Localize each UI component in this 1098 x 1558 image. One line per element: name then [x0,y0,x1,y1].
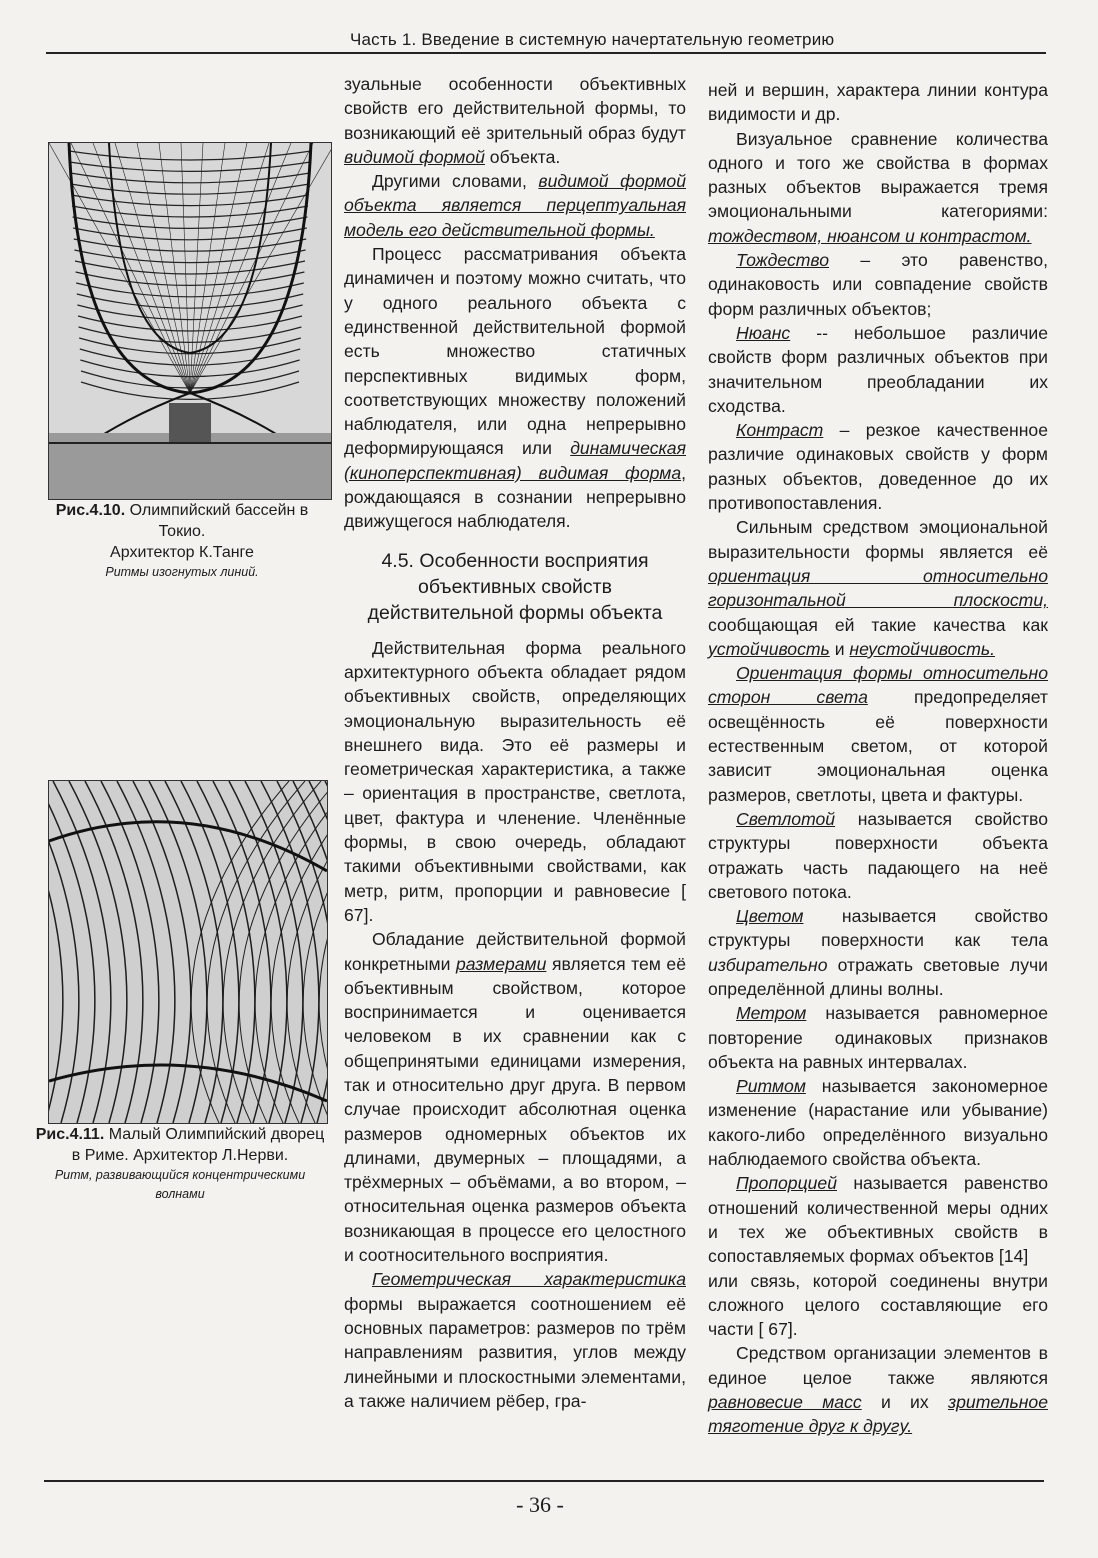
figure-olympic-pool [48,142,332,500]
olympic-pool-roof-drawing [49,143,331,499]
term-identity-nuance-contrast: тождеством, нюансом и контрастом. [708,225,1032,246]
term-visual-attraction: зрительное тяготение друг к другу. [708,1392,1048,1437]
paragraph: Действительная форма реального архитектурного объекта обладает рядом объективных свойств, определяющих эмоциональную выразительность её внешнего вида. Это её размеры и геометрическая характеристика, а также – ориентация в пространстве, светлота, цвет, фактура и членение. Членённые формы, в свою очередь, обладают такими объективными свойствами, как метр, ритм, пропорции и равновесие [ 67]. [344,637,686,925]
term-lightness: Светлотой [736,808,836,829]
figure-1-author: Архитектор К.Танге [110,544,254,561]
term-proportion: Пропорцией [736,1173,837,1194]
term-visible-form: видимой формой [344,146,485,167]
paragraph: Визуальное сравнение количества одного и того же свойства в формах разных объектов выражается тремя эмоциональными категориями: тождеством, нюансом и контрастом. [708,128,1048,246]
figure-1-subcaption: Ритмы изогнутых линий. [105,565,259,579]
figure-palazzetto [48,780,328,1124]
term-meter: Метром [736,1003,807,1024]
term-orientation-cardinal: Ориентация формы относительно сторон света [708,663,1048,708]
term-orientation-horizontal: ориентация относительно горизонтальной плоскости, [708,565,1048,611]
paragraph: Пропорцией называется равенство отношений количественной меры одних и тех же объективных свойств в сопоставляемых формах объектов [14] [708,1173,1048,1267]
section-heading: 4.5. Особенности восприятия объективных свойств действительной формы объекта [367,549,663,624]
paragraph: или связь, которой соединены внутри сложного целого составляющие его части [ 67]. [708,1270,1048,1340]
term-identity: Тождество [736,250,830,271]
paragraph: зуальные особенности объективных свойств его действительной формы, то возникающий её зрительный образ будут видимой формой объекта. [344,74,686,167]
paragraph: Нюанс -- небольшое различие свойств форм различных объектов при значительном преобладании их сходства. [708,322,1048,416]
figure-1-title: Олимпийский бассейн в Токио. [125,502,309,540]
paragraph: Метром называется равномерное повторение одинаковых признаков объекта на равных интервалах. [708,1003,1048,1072]
paragraph: ней и вершин, характера линии контура видимости и др. [708,80,1048,125]
page-number: - 36 - [516,1492,564,1517]
term-geometric-characteristic: Геометрическая характеристика [372,1269,686,1290]
paragraph: Ритмом называется закономерное изменение (нарастание или убывание) какого-либо определённого визуально наблюдаемого свойства объекта. [708,1076,1048,1170]
header-rule [46,52,1046,54]
running-header: Часть 1. Введение в системную начертательную геометрию [350,30,835,49]
term-rhythm: Ритмом [736,1076,806,1097]
paragraph: Светлотой называется свойство структуры поверхности объекта отражать часть падающего на неё светового потока. [708,808,1048,902]
paragraph: Сильным средством эмоциональной выразительности формы является её ориентация относительно горизонтальной плоскости, сообщающая ей такие качества как устойчивость и неустойчивость. [708,517,1048,659]
text-column-middle [344,72,686,1413]
term-perceptual-model: видимой формой объекта является перцептуальная модель его действительной формы. [344,171,686,240]
term-mass-balance: равновесие масс [708,1392,862,1413]
paragraph: Другими словами, видимой формой объекта является перцептуальная модель его действительной формы. [344,171,686,240]
paragraph: Процесс рассматривания объекта динамичен и поэтому можно считать, что у одного реального объекта с единственной действительной формой есть множество статичных перспективных видимых форм, соответствующих множеству положений наблюдателя, или одна непрерывно деформирующаяся или динамическая (киноперспективная) видимая форма, рождающаяся в сознании непрерывно движущегося наблюдателя. [344,244,686,532]
paragraph: Средством организации элементов в единое целое также являются равновесие масс и их зрительное тяготение друг к другу. [708,1343,1048,1437]
term-dynamic-form: динамическая (киноперспективная) видимая форма [344,438,686,483]
paragraph: Обладание действительной формой конкретными размерами является тем её объективным свойством, которое воспринимается и оценивается человеком в их сравнении как с общепринятыми единицами измерения, так и относительно друг друга. В первом случае происходит абсолютная оценка размеров одномерных объектов их длинами, двумерных – площадями, а трёхмерных – объёмами, а во втором, – относительная оценка размеров объекта возникающая в процессе его целостного и соотносительного восприятия. [344,929,686,1266]
footer-rule [44,1480,1044,1482]
paragraph: Тождество – это равенство, одинаковость или совпадение свойств форм различных объектов; [708,250,1048,319]
paragraph: Геометрическая характеристика формы выражается соотношением её основных параметров: размеров по трём направлениям развития, углов между линейными и плоскостными элементами, а также наличием рёбер, гра- [344,1269,686,1411]
figure-2-label: Рис.4.11. [35,1126,105,1143]
paragraph: Ориентация формы относительно сторон света предопределяет освещённость её поверхности естественным светом, от которой зависит эмоциональная оценка размеров, светлоты, цвета и фактуры. [708,663,1048,805]
term-color: Цветом [736,906,804,927]
paragraph: Контраст – резкое качественное различие одинаковых свойств у форм разных объектов, доведенное до их противопоставления. [708,420,1048,514]
term-nuance: Нюанс [736,322,791,343]
figure-1-caption [32,500,332,582]
text-column-right [708,78,1048,1439]
term-selectively: избирательно [708,954,828,975]
palazzetto-ribbed-dome-drawing [49,781,327,1123]
term-instability: неустойчивость. [849,638,995,659]
figure-2-caption [30,1124,330,1204]
figure-2-subcaption: Ритм, развивающийся концентрическими волнами [54,1168,306,1201]
figure-1-label: Рис.4.10. [55,502,126,519]
term-stability: устойчивость [708,638,830,659]
paragraph: Цветом называется свойство структуры поверхности как тела избирательно отражать световые лучи определённой длины волны. [708,906,1048,999]
term-contrast: Контраст [736,420,824,441]
term-sizes: размерами [455,953,547,974]
figure-2-title: Малый Олимпийский дворец в Риме. Архитектор Л.Нерви. [71,1126,325,1164]
